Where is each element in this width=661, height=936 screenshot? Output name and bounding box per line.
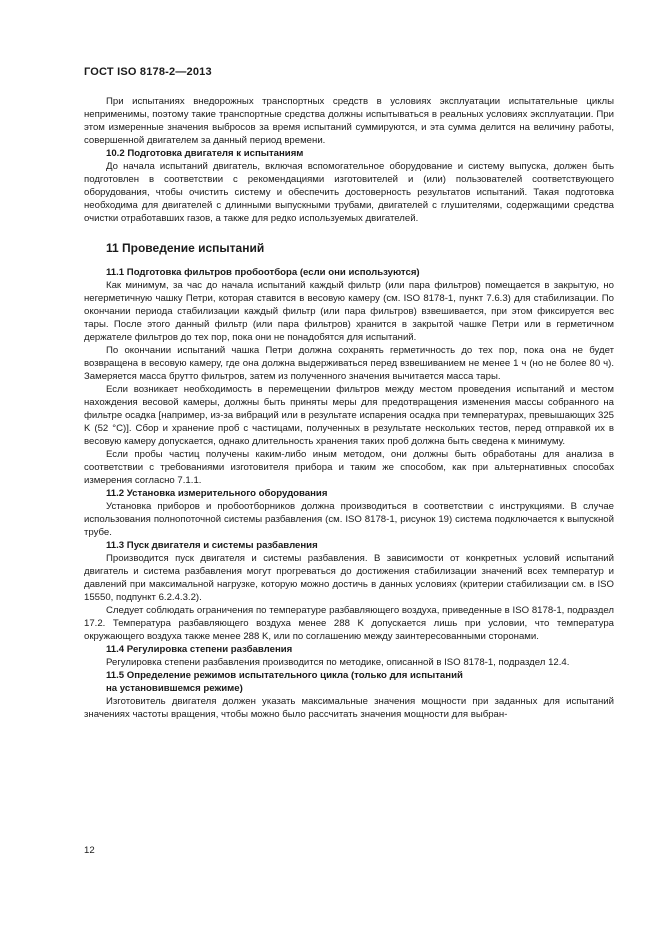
document-header: ГОСТ ISO 8178-2—2013 (84, 66, 212, 78)
section-heading-11-5 (84, 669, 614, 695)
paragraph: Изготовитель двигателя должен указать максимальные значения мощности при заданных для испытаний значениях частоты вращения, чтобы можно было рассчитать значения мощности для выбран- (84, 696, 614, 720)
paragraph: Как минимум, за час до начала испытаний каждый фильтр (или пара фильтров) помещается в закрытую, но негерметичную чашку Петри, которая ставится в весовую камеру (см. ISO 8178-1, пункт 7.6.3) для стабилизации. По окончании периода стабилизации каждый фильтр (или пара фильтров) взвешивается, при этом фиксируется вес тары. После этого данный фильтр (или пара фильтров) хранится в закрытой чашке Петри или в герметичном держателе фильтров до тех пор, пока они не понадобятся для испытаний. (84, 280, 614, 343)
paragraph: Производится пуск двигателя и системы разбавления. В зависимости от конкретных условий испытаний двигатель и система разбавления могут прогреваться до достижения стабилизации значений всех температур и давлений при максимальной нагрузке, которую можно достичь в данных условиях (критерии стабилизации см. в ISO 15550, подпункт 6.2.4.3.2). (84, 553, 614, 603)
section-heading-11-3: 11.3 Пуск двигателя и системы разбавления (106, 540, 318, 551)
section-heading-11-1: 11.1 Подготовка фильтров пробоотбора (если они используются) (106, 267, 420, 278)
section-heading-11-4: 11.4 Регулировка степени разбавления (106, 644, 293, 655)
page-content (84, 95, 614, 721)
paragraph: Регулировка степени разбавления производится по методике, описанной в ISO 8178-1, подраздел 12.4. (106, 657, 570, 668)
section-heading-10-2: 10.2 Подготовка двигателя к испытаниям (106, 148, 304, 159)
section-heading-11-5-line1: 11.5 Определение режимов испытательного цикла (только для испытаний (106, 670, 463, 681)
paragraph: Следует соблюдать ограничения по температуре разбавляющего воздуха, приведенные в ISO 8178-1, подраздел 17.2. Температура разбавляющего воздуха менее 288 K допускается лишь при условии, что температура окружающего воздуха также менее 288 K, или по соглашению между заинтересованными сторонами. (84, 605, 614, 642)
page-number: 12 (84, 845, 95, 856)
section-heading-11-2: 11.2 Установка измерительного оборудования (106, 488, 328, 499)
paragraph: До начала испытаний двигатель, включая вспомогательное оборудование и систему выпуска, должен быть подготовлен в соответствии с рекомендациями изготовителей и (или) пользователей соответствующего оборудования, чтобы очистить систему и обеспечить достоверность результатов испытаний. Такая подготовка необходима для двигателей с длинными выпускными трубами, двигателей с глушителями, содержащими средства очистки отработавших газов, а также для редко используемых двигателей. (84, 161, 614, 224)
section-heading-11-5-line2: на установившемся режиме) (106, 683, 243, 694)
section-heading-11: 11 Проведение испытаний (106, 241, 265, 255)
paragraph: По окончании испытаний чашка Петри должна сохранять герметичность до тех пор, пока она не будет возвращена в весовую камеру, где она должна выдерживаться перед взвешиванием не менее 1 ч (но не более 80 ч). Замеряется масса брутто фильтров, затем из полученного значения вычитается масса тары. (84, 345, 614, 382)
paragraph: Если пробы частиц получены каким-либо иным методом, они должны быть обработаны для анализа в соответствии с требованиями изготовителя прибора и таким же способом, как при альтернативных способах измерения согласно 7.1.1. (84, 449, 614, 486)
paragraph: При испытаниях внедорожных транспортных средств в условиях эксплуатации испытательные циклы неприменимы, поэтому такие транспортные средства должны испытываться в реальных условиях эксплуатации. При этом измеренные значения выбросов за время испытаний суммируются, и эта сумма делится на величину работы, совершенной двигателем за данный период времени. (84, 96, 614, 146)
paragraph: Установка приборов и пробоотборников должна производиться в соответствии с инструкциями. В случае использования полнопоточной системы разбавления (см. ISO 8178-1, рисунок 19) система подключается к выпускной трубе. (84, 501, 614, 538)
paragraph: Если возникает необходимость в перемещении фильтров между местом проведения испытаний и местом нахождения весовой камеры, должны быть приняты меры для предотвращения изменения массы собранного на фильтре осадка [например, из-за вибраций или в результате испарения осадка при температурах, превышающих 325 K (52 °C)]. Сбор и хранение проб с частицами, полученных в результате нескольких тестов, перед отправкой их в весовую камеру допускается, однако длительность хранения таких проб должна быть сведена к минимуму. (84, 384, 614, 447)
